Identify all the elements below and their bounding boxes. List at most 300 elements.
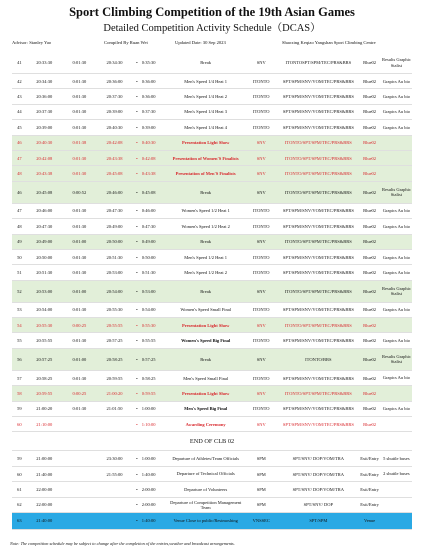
- row-number-cell: 49: [17, 239, 22, 245]
- bullet-cell: •: [136, 307, 138, 313]
- duration-cell: 0:00:25: [72, 322, 87, 328]
- activity-cell: Women's Speed 1/2 Heat 2: [181, 223, 230, 229]
- start-time-cell: 21:40:00: [36, 518, 53, 524]
- signal-cell: Blue02: [363, 155, 377, 161]
- participants-cell: SPT/SPM/SNV/VOM/TEC/PRS&BRS: [282, 421, 354, 427]
- signal-cell: Blue02: [363, 60, 377, 65]
- table-row: [12, 265, 412, 280]
- end-time-cell: 21:00:20: [106, 390, 123, 396]
- row-number-cell: 62: [17, 502, 22, 508]
- duration-cell: 0:01:30: [72, 94, 87, 100]
- end-time-cell: 21:55:00: [106, 471, 123, 477]
- bullet-cell: •: [136, 254, 138, 260]
- participants-cell: SPT/SPM/SNV/VOM/TEC/PRS&BRS: [282, 124, 354, 130]
- participants-cell: SPT/SPM/SNV/VOM/TEC/PRS&BRS: [282, 223, 354, 229]
- end-time-cell: 20:45:08: [106, 171, 123, 177]
- duration-cell: 0:01:30: [72, 406, 87, 412]
- elapsed-time-cell: 2:00:00: [141, 486, 156, 492]
- bullet-cell: •: [136, 223, 138, 229]
- row-number-cell: 47: [17, 208, 22, 214]
- elapsed-time-cell: 0:53:00: [141, 288, 156, 294]
- activity-cell: Presentation of Men'S Finalists: [175, 171, 236, 177]
- row-number-cell: 45: [17, 124, 22, 130]
- signal-cell: Blue02: [363, 140, 377, 146]
- participants-cell: SPT/SPM: [309, 518, 328, 524]
- signal-cell: Blue02: [363, 239, 377, 245]
- signal-cell: Blue02: [363, 288, 377, 294]
- activity-cell: Venue Close to public/Restmoshing: [173, 518, 238, 524]
- location-cell: SNV: [256, 60, 266, 65]
- remarks-cell: Grapics Au bio: [382, 338, 411, 344]
- elapsed-time-cell: 0:57:25: [141, 356, 156, 362]
- bullet-cell: •: [136, 518, 138, 524]
- participants-cell: ITONTOSPT/SPM/TEC/PRS&BRS: [285, 60, 352, 65]
- activity-cell: Break: [200, 60, 212, 65]
- activity-cell: Departure of Volunteers: [184, 486, 228, 492]
- table-row: [12, 204, 412, 219]
- elapsed-time-cell: 0:49:00: [141, 239, 156, 245]
- start-time-cell: 20:43:38: [36, 171, 53, 177]
- participants-cell: ITONTO/SPT/SPM/TEC/PRS&BRS: [284, 171, 352, 177]
- bullet-cell: •: [136, 124, 138, 130]
- elapsed-time-cell: 0:43:38: [141, 171, 156, 177]
- start-time-cell: 20:47:30: [36, 223, 53, 229]
- duration-cell: 0:01:30: [72, 208, 87, 214]
- bullet-cell: •: [136, 189, 138, 195]
- participants-cell: ITONTO/SPT/SPM/TEC/PRS&BRS: [284, 390, 352, 396]
- bullet-cell: •: [136, 78, 138, 84]
- end-time-cell: 20:58:25: [106, 356, 123, 362]
- elapsed-time-cell: 0:55:55: [141, 338, 156, 344]
- duration-cell: 0:01:00: [72, 356, 87, 362]
- start-time-cell: 20:57:25: [36, 356, 53, 362]
- table-row: [12, 182, 412, 204]
- elapsed-time-cell: 1:00:00: [141, 456, 156, 462]
- location-cell: SNV: [256, 288, 266, 294]
- duration-cell: 0:01:30: [72, 254, 87, 260]
- elapsed-time-cell: 0:54:00: [141, 307, 156, 313]
- location-cell: ITONTO: [252, 254, 270, 260]
- start-time-cell: 20:49:00: [36, 239, 53, 245]
- elapsed-time-cell: 1:40:00: [141, 518, 156, 524]
- signal-cell: Venue: [363, 518, 376, 524]
- bullet-cell: •: [136, 208, 138, 214]
- location-cell: SNV: [256, 421, 266, 427]
- row-number-cell: 53: [17, 307, 22, 313]
- bullet-cell: •: [136, 140, 138, 146]
- elapsed-time-cell: 0:59:55: [141, 390, 156, 396]
- start-time-cell: 20:54:00: [36, 307, 53, 313]
- participants-cell: ITONTO/SPT/SPM/TEC/PRS&BRS: [284, 140, 352, 146]
- location-cell: ITONTO: [252, 109, 270, 115]
- table-row: [12, 498, 412, 513]
- remarks-cell: Grapics Au bio: [382, 78, 411, 84]
- venue-label: Shaoxing Keqiao Yangshan Sport Climbing Centre: [282, 40, 376, 45]
- remarks-cell: Grapics Au bio: [382, 406, 411, 412]
- activity-cell: Men's Speed 1/4 Heat 1: [184, 78, 228, 84]
- start-time-cell: 20:55:30: [36, 322, 53, 328]
- location-cell: ITONTO: [252, 375, 270, 381]
- table-row: [12, 371, 412, 386]
- table-row: [12, 74, 412, 89]
- activity-cell: Break: [200, 189, 212, 195]
- signal-cell: Exit/Entry: [360, 486, 379, 492]
- remarks-cell: 5 shuttle buses: [383, 456, 410, 462]
- end-time-cell: 20:34:30: [106, 60, 123, 65]
- document-subtitle: Detailed Competition Activity Schedule（DCAS）: [103, 23, 321, 34]
- remarks-cell: Results Graphic Stalist: [381, 57, 411, 68]
- signal-cell: Blue02: [363, 356, 377, 362]
- signal-cell: Blue02: [363, 338, 377, 344]
- location-cell: ITONTO: [252, 208, 270, 214]
- start-time-cell: 21:00:00: [36, 456, 53, 462]
- remarks-cell: 2 shuttle buses: [383, 471, 410, 477]
- elapsed-time-cell: 0:47:30: [141, 223, 156, 229]
- activity-cell: Men's Speed 1/4 Heat 4: [184, 124, 228, 130]
- start-time-cell: 21:00:20: [36, 406, 53, 412]
- activity-cell: Women's Speed 1/2 Heat 1: [181, 208, 230, 214]
- activity-cell: Men's Speed 1/4 Heat 2: [184, 94, 228, 100]
- duration-cell: 0:01:38: [72, 140, 87, 146]
- location-cell: SNV: [256, 155, 266, 161]
- activity-cell: Presentation of Women'S Finalists: [172, 155, 239, 161]
- start-time-cell: 20:50:00: [36, 254, 53, 260]
- participants-cell: SPT/SPM/SNV/VOM/TEC/PRS&BRS: [282, 208, 354, 214]
- elapsed-time-cell: 0:50:00: [141, 254, 156, 260]
- duration-cell: 0:01:30: [72, 109, 87, 115]
- elapsed-time-cell: 1:10:00: [141, 421, 156, 427]
- location-cell: ITONTO: [252, 78, 270, 84]
- document-title: Sport Climbing Competition of the 19th Asian Games: [69, 5, 355, 19]
- duration-cell: 0:00:52: [72, 189, 87, 195]
- table-row: [12, 482, 412, 497]
- table-row: [12, 513, 412, 530]
- table-row: [12, 219, 412, 234]
- row-number-cell: 51: [17, 269, 22, 275]
- signal-cell: Blue02: [363, 421, 377, 427]
- table-row: [12, 349, 412, 371]
- participants-cell: SPT/SPM/SNV/VOM/TEC/PRS&BRS: [282, 78, 354, 84]
- participants-cell: ITONTO/SPT/SPM/TEC/PRS&BRS: [284, 322, 352, 328]
- elapsed-time-cell: 0:37:30: [141, 109, 156, 115]
- start-time-cell: 22:00:00: [36, 502, 53, 508]
- end-time-cell: 21:01:50: [106, 406, 123, 412]
- activity-cell: Break: [200, 356, 212, 362]
- elapsed-time-cell: 0:39:00: [141, 124, 156, 130]
- location-cell: ITONTO: [252, 94, 270, 100]
- duration-cell: 0:01:30: [72, 155, 87, 161]
- end-time-cell: 20:59:55: [106, 375, 123, 381]
- bullet-cell: •: [136, 155, 138, 161]
- updated-date-label: Updated Date: 30 Sep 2023: [175, 40, 226, 45]
- end-time-cell: 20:36:00: [106, 78, 123, 84]
- table-row: [12, 52, 412, 74]
- location-cell: ITONTO: [252, 406, 270, 412]
- location-cell: ITONTO: [252, 124, 270, 130]
- table-row: [12, 235, 412, 250]
- participants-cell: ITONTO/SPT/SPM/TEC/PRS&BRS: [284, 189, 352, 195]
- duration-cell: 0:01:30: [72, 307, 87, 313]
- signal-cell: Blue02: [363, 322, 377, 328]
- elapsed-time-cell: 0:46:00: [141, 208, 156, 214]
- location-cell: ITONTO: [252, 223, 270, 229]
- end-time-cell: 20:53:00: [106, 269, 123, 275]
- row-number-cell: 63: [17, 518, 22, 524]
- participants-cell: SPT/SPM/SNV/VOM/TEC/PRS&BRS: [282, 338, 354, 344]
- bullet-cell: •: [136, 338, 138, 344]
- remarks-cell: Grapics Au bio: [382, 254, 411, 260]
- activity-cell: Men's Speed 1/2 Heat 1: [184, 254, 228, 260]
- bullet-cell: •: [136, 94, 138, 100]
- activity-cell: Men's Speed 1/2 Heat 2: [184, 269, 228, 275]
- signal-cell: Exit/Entry: [360, 502, 379, 508]
- end-time-cell: 20:51:30: [106, 254, 123, 260]
- bullet-cell: •: [136, 288, 138, 294]
- end-time-cell: 20:57:25: [106, 338, 123, 344]
- location-cell: SNV: [256, 239, 266, 245]
- row-number-cell: 43: [17, 94, 22, 100]
- table-row: [12, 303, 412, 318]
- elapsed-time-cell: 0:55:30: [141, 322, 156, 328]
- end-time-cell: 20:50:00: [106, 239, 123, 245]
- row-number-cell: 54: [17, 322, 22, 328]
- start-time-cell: 20:46:00: [36, 208, 53, 214]
- row-number-cell: 59: [17, 456, 22, 462]
- start-time-cell: 20:51:30: [36, 269, 53, 275]
- participants-cell: SPT/SPM/SNV/VOM/TEC/PRS&BRS: [282, 269, 354, 275]
- signal-cell: Blue02: [363, 94, 377, 100]
- table-row: [12, 318, 412, 333]
- start-time-cell: 20:55:55: [36, 338, 53, 344]
- signal-cell: Blue02: [363, 406, 377, 412]
- signal-cell: Blue02: [363, 254, 377, 260]
- bullet-cell: •: [136, 456, 138, 462]
- start-time-cell: 20:45:08: [36, 189, 53, 195]
- elapsed-time-cell: 0:35:30: [141, 60, 156, 65]
- participants-cell: SPT/SPM/SNV/VOM/TEC/PRS&BRS: [282, 94, 354, 100]
- duration-cell: 0:01:30: [72, 124, 87, 130]
- signal-cell: Exit/Entry: [360, 471, 379, 477]
- elapsed-time-cell: 0:36:00: [141, 94, 156, 100]
- end-time-cell: 20:55:30: [106, 307, 123, 313]
- remarks-cell: Grapics Au bio: [382, 93, 411, 99]
- signal-cell: Blue02: [363, 307, 377, 313]
- participants-cell: SPT/SPM/SNV/VOM/TEC/PRS&BRS: [282, 307, 354, 313]
- table-row: [12, 281, 412, 303]
- row-number-cell: 59: [17, 406, 22, 412]
- elapsed-time-cell: 1:00:00: [141, 406, 156, 412]
- duration-cell: 0:01:30: [72, 171, 87, 177]
- activity-cell: Men's Speed 1/4 Heat 3: [184, 109, 228, 115]
- remarks-cell: Results Graphic Stalist: [381, 285, 411, 297]
- participants-cell: SPT/SNV/ DOP/VOM/TRA: [292, 486, 345, 492]
- elapsed-time-cell: 1:40:00: [141, 471, 156, 477]
- location-cell: SNV: [256, 322, 266, 328]
- end-time-cell: 20:49:00: [106, 223, 123, 229]
- duration-cell: 0:01:00: [72, 239, 87, 245]
- remarks-cell: Grapics Au bio: [382, 109, 411, 115]
- end-time-cell: 20:47:30: [106, 208, 123, 214]
- row-number-cell: 44: [17, 109, 22, 115]
- elapsed-time-cell: 0:51:30: [141, 269, 156, 275]
- start-time-cell: 20:34:30: [36, 78, 53, 84]
- remarks-cell: Grapics Au bio: [382, 269, 411, 275]
- remarks-cell: Results Graphic Stalist: [381, 354, 411, 365]
- bullet-cell: •: [136, 269, 138, 275]
- row-number-cell: 58: [17, 390, 22, 396]
- row-number-cell: 41: [17, 60, 22, 65]
- location-cell: SPM: [256, 502, 266, 508]
- bullet-cell: •: [136, 375, 138, 381]
- signal-cell: Blue02: [363, 78, 377, 84]
- location-cell: SPM: [256, 486, 266, 492]
- start-time-cell: 20:37:30: [36, 109, 53, 115]
- remarks-cell: Grapics Au bio: [382, 208, 411, 214]
- table-row: [12, 417, 412, 432]
- signal-cell: Blue02: [363, 223, 377, 229]
- participants-cell: SPT/SPM/SNV/VOM/TEC/PRS&BRS: [282, 406, 354, 412]
- location-cell: ITONTO: [252, 338, 270, 344]
- location-cell: SNV: [256, 140, 266, 146]
- elapsed-time-cell: 0:36:00: [141, 78, 156, 84]
- participants-cell: ITONTO/SPT/SPM/TEC/PRS&BRS: [284, 239, 352, 245]
- row-number-cell: 48: [17, 171, 22, 177]
- table-row: [12, 151, 412, 166]
- activity-cell: Presentation Light Show: [181, 390, 230, 396]
- start-time-cell: 20:40:30: [36, 140, 53, 146]
- start-time-cell: 20:42:08: [36, 155, 53, 161]
- row-number-cell: 46: [17, 140, 22, 146]
- end-time-cell: 20:37:30: [106, 94, 123, 100]
- section-label: END OF CLB 02: [12, 432, 412, 451]
- activity-cell: Presentation Light Show: [181, 140, 230, 146]
- participants-cell: SPT/SPM/SNV/VOM/TEC/PRS&BRS: [282, 109, 354, 115]
- start-time-cell: 20:59:55: [36, 390, 53, 396]
- row-number-cell: 61: [17, 486, 22, 492]
- bullet-cell: •: [136, 322, 138, 328]
- signal-cell: Blue02: [363, 189, 377, 195]
- elapsed-time-cell: 0:45:08: [141, 189, 156, 195]
- location-cell: SPM: [256, 456, 266, 462]
- signal-cell: Blue02: [363, 375, 377, 381]
- activity-cell: Women's Speed Big Final: [181, 338, 231, 344]
- participants-cell: ITONTO/SPT/SPM/TEC/PRS&BRS: [284, 155, 352, 161]
- activity-cell: Departure of Technical Officials: [176, 471, 235, 477]
- end-time-cell: 20:54:00: [106, 288, 123, 294]
- footer-note: Note: The competition schedule may be subject to change after the completion of the entries,weather and broadcast arrangements.: [10, 541, 235, 546]
- end-time-cell: 20:46:00: [106, 189, 123, 195]
- start-time-cell: 22:00:00: [36, 486, 53, 492]
- end-time-cell: 20:42:08: [106, 140, 123, 146]
- bullet-cell: •: [136, 486, 138, 492]
- remarks-cell: Grapics Au bio: [382, 223, 411, 229]
- row-number-cell: 42: [17, 78, 22, 84]
- participants-cell: SPT/SNV/ DOP/VOM/TRA: [292, 456, 345, 462]
- location-cell: VNSSEC: [252, 518, 270, 524]
- table-row: [12, 451, 412, 466]
- elapsed-time-cell: 0:42:08: [141, 155, 156, 161]
- signal-cell: Blue02: [363, 390, 377, 396]
- remarks-cell: Results Graphic Stalist: [381, 187, 411, 198]
- activity-cell: Presentation Light Show: [181, 322, 230, 328]
- participants-cell: SPT/SNV/ DOP/VOM/TRA: [292, 471, 345, 477]
- table-row: [12, 89, 412, 104]
- schedule-table: [12, 52, 412, 530]
- table-row: [12, 467, 412, 482]
- bullet-cell: •: [136, 502, 138, 508]
- duration-cell: 0:01:30: [72, 269, 87, 275]
- row-number-cell: 50: [17, 254, 22, 260]
- location-cell: SNV: [256, 189, 266, 195]
- signal-cell: Blue02: [363, 109, 377, 115]
- table-row: [12, 105, 412, 120]
- duration-cell: 0:01:30: [72, 338, 87, 344]
- activity-cell: Awarding Ceremony: [185, 421, 226, 427]
- activity-cell: Departure of Athletes/Team Officials: [172, 456, 240, 462]
- activity-cell: Men's Speed Small Final: [183, 375, 229, 381]
- start-time-cell: 20:33:30: [36, 60, 53, 65]
- row-number-cell: 46: [17, 189, 22, 195]
- bullet-cell: •: [136, 356, 138, 362]
- activity-cell: Women's Speed Small Final: [180, 307, 231, 313]
- bullet-cell: •: [136, 60, 138, 65]
- end-time-cell: 20:39:00: [106, 109, 123, 115]
- elapsed-time-cell: 0:40:30: [141, 140, 156, 146]
- table-row: [12, 166, 412, 181]
- participants-cell: SPT/SPM/SNV/VOM/TEC/PRS&BRS: [282, 254, 354, 260]
- table-row: [12, 250, 412, 265]
- duration-cell: 0:00:25: [72, 390, 87, 396]
- remarks-cell: Grapics Au bio: [382, 307, 411, 313]
- activity-cell: Men's Speed Big Final: [184, 406, 228, 412]
- table-row: [12, 386, 412, 401]
- location-cell: SPM: [256, 471, 266, 477]
- row-number-cell: 60: [17, 471, 22, 477]
- start-time-cell: 20:58:25: [36, 375, 53, 381]
- row-number-cell: 57: [17, 375, 22, 381]
- duration-cell: 0:01:30: [72, 223, 87, 229]
- start-time-cell: 21:10:00: [36, 421, 53, 427]
- row-number-cell: 60: [17, 421, 22, 427]
- participants-cell: SPT/SPM/SNV/VOM/TEC/PRS&BRS: [282, 375, 354, 381]
- duration-cell: 0:01:00: [72, 288, 87, 294]
- table-row: [12, 120, 412, 135]
- row-number-cell: 56: [17, 356, 22, 362]
- participants-cell: SPT/SNV/ DOP: [303, 502, 334, 508]
- row-number-cell: 47: [17, 155, 22, 161]
- location-cell: SNV: [256, 390, 266, 396]
- start-time-cell: 21:40:00: [36, 471, 53, 477]
- elapsed-time-cell: 0:58:25: [141, 375, 156, 381]
- end-time-cell: 20:43:38: [106, 155, 123, 161]
- end-time-cell: 20:40:30: [106, 124, 123, 130]
- duration-cell: 0:01:30: [72, 78, 87, 84]
- remarks-cell: Grapics Au bio: [382, 124, 411, 130]
- row-number-cell: 55: [17, 338, 22, 344]
- advisor-label: Advisor: Stanley Yao: [12, 40, 52, 45]
- activity-cell: Departure of Competition Management Team: [170, 499, 242, 510]
- table-row: [12, 333, 412, 348]
- row-number-cell: 48: [17, 223, 22, 229]
- participants-cell: ITONTO/BRS: [305, 356, 332, 362]
- activity-cell: Break: [200, 288, 212, 294]
- table-row: [12, 402, 412, 417]
- signal-cell: Blue02: [363, 208, 377, 214]
- start-time-cell: 20:39:00: [36, 124, 53, 130]
- remarks-cell: Grapics Au bio: [382, 375, 411, 381]
- location-cell: ITONTO: [252, 269, 270, 275]
- bullet-cell: •: [136, 421, 138, 427]
